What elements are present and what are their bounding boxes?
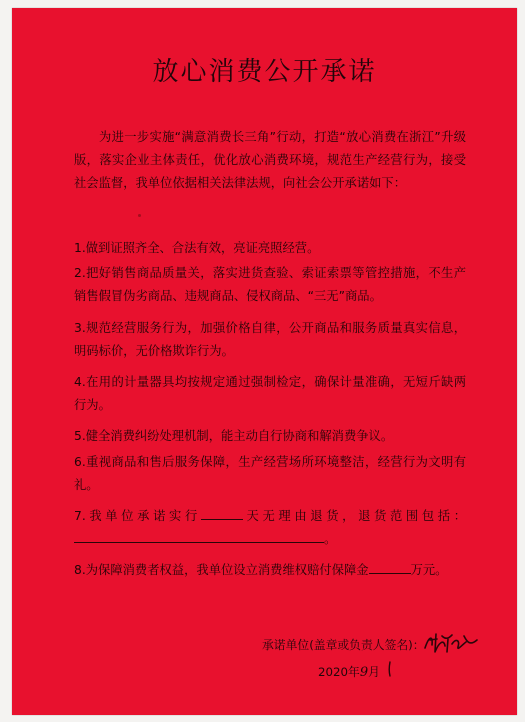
commitment-item-6: 6.重视商品和售后服务保障，生产经营场所环境整洁，经营行为文明有礼。: [74, 455, 466, 492]
commitment-date: [318, 663, 380, 680]
item7-middle: 天无理由退货，退货范围包括：: [242, 509, 466, 523]
commitment-item-7: [74, 505, 466, 551]
refund-days-blank: [201, 506, 243, 520]
commitment-item-3: 3.规范经营服务行为，加强价格自律，公开商品和服务质量真实信息，明码标价，无价格欺诈行为。: [74, 321, 466, 358]
date-month-handwritten: 9: [359, 665, 369, 680]
commitment-item-5: 5.健全消费纠纷处理机制，能主动自行协商和解消费争议。: [74, 429, 394, 443]
commitment-item-1: 1.做到证照齐全、合法有效，亮证亮照经营。: [74, 241, 320, 255]
refund-scope-blank: [74, 529, 324, 543]
poster-title: 放心消费公开承诺: [152, 57, 377, 87]
commitment-poster: [12, 8, 517, 715]
item8-prefix: 8.为保障消费者权益，我单位设立消费维权赔付保障金: [74, 563, 369, 577]
commitment-item-8: [74, 559, 466, 582]
item7-suffix: 。: [324, 531, 337, 546]
date-year: 2020年: [318, 665, 360, 679]
commitment-item-2: 2.把好销售商品质量关，落实进货查验、索证索票等管控措施，不生产销售假冒伪劣商品、违规商品、侵权商品、“三无”商品。: [74, 266, 466, 303]
handwritten-signature: [422, 630, 480, 656]
item8-suffix: 万元。: [410, 563, 448, 577]
signature-label: 承诺单位(盖章或负责人签名)：: [262, 638, 425, 652]
item7-prefix: 7.我单位承诺实行: [74, 509, 201, 523]
intro-paragraph: 为进一步实施“满意消费长三角”行动，打造“放心消费在浙江”升级版，落实企业主体责任，优化放心消费环境，规范生产经营行为，接受社会监督，我单位依据相关法律法规，向社会公开承诺如下：: [74, 130, 466, 190]
handwritten-day-mark: [384, 660, 396, 678]
deposit-amount-blank: [369, 560, 411, 574]
commitment-item-4: 4.在用的计量器具均按规定通过强制检定，确保计量准确，无短斤缺两行为。: [74, 375, 466, 412]
date-month-unit: 月: [368, 665, 380, 679]
paper-speck: [138, 214, 141, 217]
